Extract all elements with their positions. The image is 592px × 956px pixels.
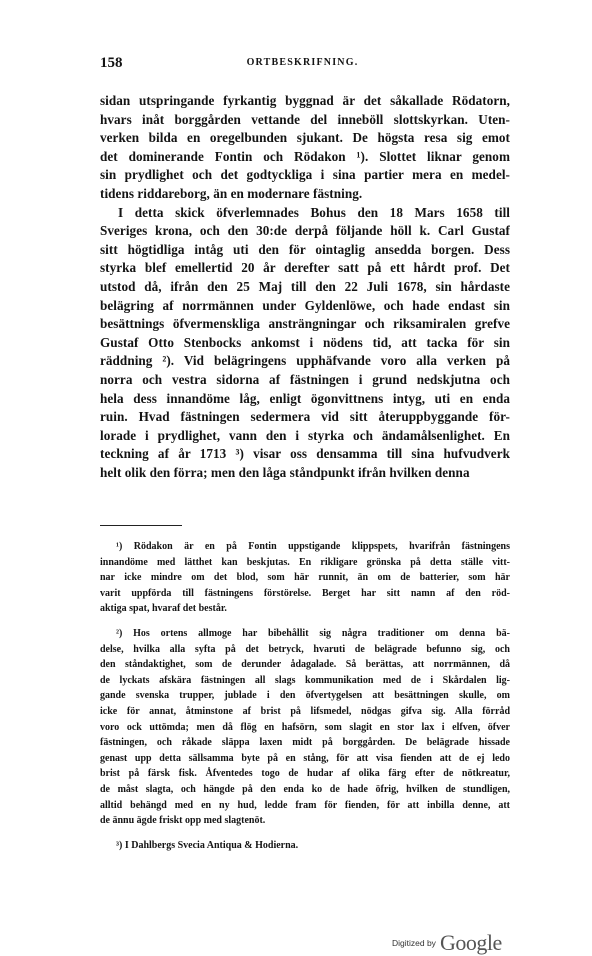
text-line: sitt högtidliga intåg uti den för ointaglig ansedda borgen. Dess	[100, 241, 510, 257]
page-number: 158	[100, 55, 123, 71]
google-logo: Google	[439, 930, 502, 955]
footnote-line: innandöme med lätthet kan beskjutas. En rikligare grönska på detta ställe vitt-	[100, 556, 510, 568]
running-head: ORTBESKRIFNING.	[246, 57, 359, 68]
footnote-line: nar icke mindre om det blod, som här runnit, än om de batterier, som här	[100, 572, 510, 584]
footnote-line: voro ock uttömda; men då flög en hafsörn, som slagit en stor lax i elfven, öfver	[100, 721, 510, 733]
text-line: räddning ²). Vid belägringens upphäfvande voro alla verken på	[100, 353, 510, 369]
footnote-line: ³) I Dahlbergs Svecia Antiqua & Hodierna.	[116, 839, 299, 851]
text-line: sin prydlighet och det godtyckliga i sina partier mera en medel-	[100, 167, 510, 183]
footnote-3	[100, 838, 510, 854]
footnote-line: icke för annat, åtminstone af brist på lifsmedel, nödgas gifva sig. Alla förråd	[100, 705, 510, 717]
footnote-line: den ståndaktighet, som de derunder ådagalade. Så berättas, att norrmännen, då	[100, 659, 510, 671]
text-line: norra och vestra sidorna af fästningen i grund nedskjutna och	[100, 371, 510, 387]
footnote-line: de måst slagta, och hängde på den enda ko de hade öfrig, hvilken de stundligen,	[100, 783, 510, 795]
text-line: verken bilda en oregelbunden sjukant. De högsta resa sig emot	[100, 130, 510, 146]
text-line: sidan utspringande fyrkantig byggnad är det såkallade Rödatorn,	[100, 93, 510, 108]
footnote-line: alltid behängd med en ny hud, ledde fram för fienden, för att inbilla denne, att	[100, 799, 510, 811]
text-line: besättnings öfvermenskliga ansträngningar och riksamiralen grefve	[100, 316, 510, 332]
text-line: lorade i prydlighet, vann den i styrka och ändamålsenlighet. En	[100, 427, 510, 443]
footnote-line: ²) Hos ortens allmoge har bibehållit sig några traditioner om denna bä-	[116, 627, 510, 639]
text-line: hela dess innandöme låg, enligt ögonvittnens intyg, uti en enda	[100, 390, 510, 406]
text-line: teckning af år 1713 ³) visar oss densamma till sina hufvudverk	[100, 446, 510, 462]
footnote-line: delse, hvilka alla syfta på det betryck, hvaruti de belägrade befunno sig, och	[100, 643, 510, 655]
footnote-line: gande svenska trupper, jublade i den öfvertygelsen att besättningen skulle, om	[100, 690, 510, 702]
digitization-watermark	[392, 930, 502, 956]
text-line: hvars inåt borggården vettande del inneböll slottskyrkan. Uten-	[100, 111, 510, 127]
text-line: ruin. Hvad fästningen sedermera vid sitt återuppbyggande för-	[100, 409, 510, 425]
text-line: Gustaf Otto Stenbocks ankomst i nödens tid, att tacka för sin	[100, 334, 510, 350]
footnote-line: aktiga spat, hvaraf det består.	[100, 603, 227, 615]
text-line: tidens riddareborg, än en modernare fästning.	[100, 185, 363, 201]
footnote-line: ¹) Rödakon är en på Fontin uppstigande klippspets, hvarifrån fästningens	[116, 541, 510, 552]
text-line: utstod då, ifrån den 25 Maj till den 22 Juli 1678, sin hårdaste	[100, 278, 510, 294]
text-line: styrka blef emellertid 20 år derefter satt på ett hårdt prof. Det	[100, 260, 510, 276]
main-text	[100, 92, 510, 482]
footnote-line: genast upp detta sällsamma byte på en stång, för att visa fienden att de ej ledo	[100, 752, 510, 764]
text-line: Sveriges krona, och den 30:de derpå följande höll k. Carl Gustaf	[100, 223, 510, 239]
footnote-2	[100, 626, 510, 829]
footnote-line: fästningen, och råkade släppa laxen midt på borggården. De belägrade hissade	[100, 737, 510, 749]
footnote-line: brist på färsk fisk. Åfventedes togo de hudar af olika färg efter de nötkreatur,	[100, 768, 510, 780]
footnote-separator	[100, 525, 182, 526]
digitized-by-label: Digitized by	[392, 938, 436, 948]
page-header	[100, 55, 505, 75]
text-line: helt olik den förra; men den låga ståndpunkt ifrån hvilken denna	[100, 464, 470, 480]
footnote-line: varit uppförda till fästningens förstörelse. Berget har sitt namn af den röd-	[100, 587, 510, 599]
footnotes	[100, 539, 510, 853]
footnote-1	[100, 539, 510, 617]
text-line: belägring af norrmännen under Gyldenlöwe, och hade endast sin	[100, 297, 510, 313]
text-line: det dominerande Fontin och Rödakon ¹). Slottet liknar genom	[100, 148, 510, 164]
footnote-line: de ännu ägde friskt opp med slagtenöt.	[100, 815, 266, 827]
text-line: I detta skick öfverlemnades Bohus den 18 Mars 1658 till	[118, 204, 510, 220]
footnote-line: de lyckats afskära fästningen all slags kommunikation med de i Skårdalen lig-	[100, 674, 510, 686]
